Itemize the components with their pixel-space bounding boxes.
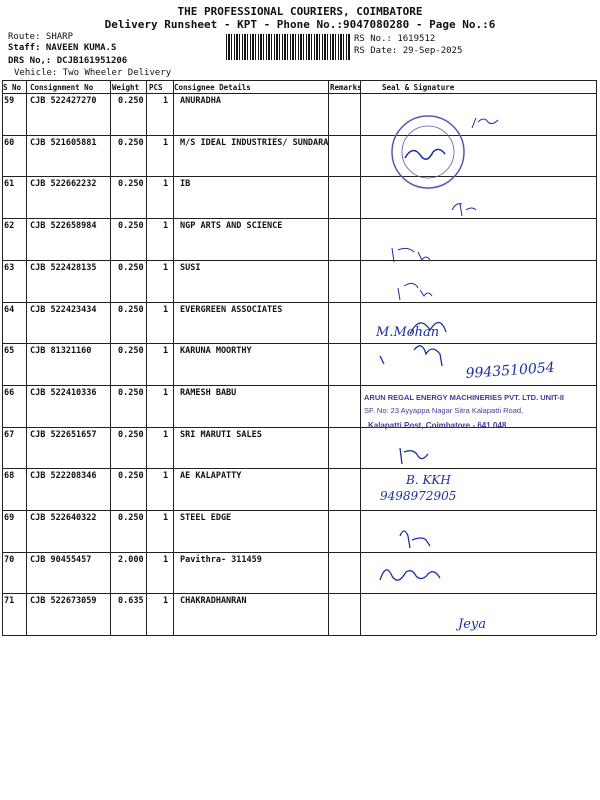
cell-details: NGP ARTS AND SCIENCE bbox=[180, 221, 283, 231]
cell-cons: CJB 522410336 bbox=[30, 388, 97, 398]
route-label: Route: SHARP bbox=[8, 32, 74, 42]
signature-row71: Jeya bbox=[458, 617, 486, 632]
cell-cons: CJB 522640322 bbox=[30, 513, 97, 523]
vehicle-label: Vehicle: Two Wheeler Delivery bbox=[14, 68, 172, 78]
signature-row68: B. KKH bbox=[406, 473, 451, 487]
cell-sno: 67 bbox=[4, 430, 15, 440]
cell-sno: 68 bbox=[4, 471, 15, 481]
signature-row64: M.Mohan bbox=[376, 325, 440, 340]
cell-sno: 61 bbox=[4, 179, 15, 189]
cell-pcs: 1 bbox=[163, 471, 169, 481]
cell-pcs: 1 bbox=[163, 263, 169, 273]
seal-stamp bbox=[392, 116, 464, 188]
cell-pcs: 1 bbox=[163, 596, 169, 606]
phone-row68: 9498972905 bbox=[380, 489, 457, 503]
cell-sno: 59 bbox=[4, 96, 15, 106]
stamp-line2: SF. No: 23 Ayyappa Nagar Sitra Kalapatti Road, bbox=[364, 406, 524, 415]
cell-cons: CJB 522423434 bbox=[30, 305, 97, 315]
cell-cons: CJB 521605881 bbox=[30, 138, 97, 148]
rs-date: RS Date: 29-Sep-2025 bbox=[354, 46, 463, 56]
cell-cons: CJB 522673059 bbox=[30, 596, 97, 606]
cell-pcs: 1 bbox=[163, 388, 169, 398]
phone-row65: 9943510054 bbox=[465, 359, 556, 382]
cell-pcs: 1 bbox=[163, 555, 169, 565]
stamp-line3: Kalapatti Post, Coimbatore - 641 048 bbox=[368, 421, 507, 430]
cell-pcs: 1 bbox=[163, 221, 169, 231]
cell-details: RAMESH BABU bbox=[180, 388, 237, 398]
cell-cons: CJB 90455457 bbox=[30, 555, 92, 565]
cell-details: ANURADHA bbox=[180, 96, 221, 106]
column-header-remarks: Remarks bbox=[330, 83, 362, 92]
company-stamp bbox=[364, 393, 564, 430]
cell-pcs: 1 bbox=[163, 179, 169, 189]
cell-weight: 0.250 bbox=[118, 471, 144, 481]
cell-pcs: 1 bbox=[163, 430, 169, 440]
column-header-pcs: PCS bbox=[149, 83, 163, 92]
staff-label: Staff: NAVEEN KUMA.S bbox=[8, 43, 117, 53]
cell-pcs: 1 bbox=[163, 346, 169, 356]
cell-pcs: 1 bbox=[163, 305, 169, 315]
cell-weight: 0.250 bbox=[118, 179, 144, 189]
column-header-weight: Weight bbox=[112, 83, 140, 92]
cell-weight: 2.000 bbox=[118, 555, 144, 565]
cell-details: SRI MARUTI SALES bbox=[180, 430, 262, 440]
cell-weight: 0.250 bbox=[118, 388, 144, 398]
cell-sno: 63 bbox=[4, 263, 15, 273]
cell-cons: CJB 522427270 bbox=[30, 96, 97, 106]
cell-weight: 0.250 bbox=[118, 96, 144, 106]
column-header-consignee: Consignee Details bbox=[174, 83, 251, 92]
cell-cons: CJB 81321160 bbox=[30, 346, 92, 356]
column-header-signature: Seal & Signature bbox=[382, 83, 455, 92]
cell-weight: 0.250 bbox=[118, 430, 144, 440]
cell-cons: CJB 522428135 bbox=[30, 263, 97, 273]
document-title: THE PROFESSIONAL COURIERS, COIMBATORE bbox=[177, 5, 423, 18]
cell-sno: 62 bbox=[4, 221, 15, 231]
cell-sno: 70 bbox=[4, 555, 15, 565]
drs-number: DRS No,: DCJB161951206 bbox=[8, 56, 128, 66]
cell-details: STEEL EDGE bbox=[180, 513, 232, 523]
cell-pcs: 1 bbox=[163, 138, 169, 148]
cell-cons: CJB 522208346 bbox=[30, 471, 97, 481]
cell-details: M/S IDEAL INDUSTRIES/ SUNDARA bbox=[180, 138, 329, 148]
cell-weight: 0.250 bbox=[118, 263, 144, 273]
cell-sno: 60 bbox=[4, 138, 15, 148]
cell-details: IB bbox=[180, 179, 191, 189]
stamp-line1: ARUN REGAL ENERGY MACHINERIES PVT. LTD. UNIT-II bbox=[364, 393, 565, 402]
cell-weight: 0.250 bbox=[118, 346, 144, 356]
cell-sno: 71 bbox=[4, 596, 15, 606]
column-header-consignment: Consignment No bbox=[30, 83, 94, 92]
column-header-sno: S No bbox=[3, 83, 22, 92]
cell-weight: 0.250 bbox=[118, 513, 144, 523]
cell-cons: CJB 522662232 bbox=[30, 179, 97, 189]
cell-details: SUSI bbox=[180, 263, 201, 273]
cell-pcs: 1 bbox=[163, 96, 169, 106]
cell-weight: 0.250 bbox=[118, 138, 144, 148]
cell-weight: 0.635 bbox=[118, 596, 144, 606]
cell-weight: 0.250 bbox=[118, 305, 144, 315]
cell-sno: 65 bbox=[4, 346, 15, 356]
cell-cons: CJB 522651657 bbox=[30, 430, 97, 440]
cell-pcs: 1 bbox=[163, 513, 169, 523]
signature-mark bbox=[472, 118, 498, 128]
rs-number: RS No.: 1619512 bbox=[354, 34, 436, 44]
cell-details: KARUNA MOORTHY bbox=[180, 346, 252, 356]
cell-details: EVERGREEN ASSOCIATES bbox=[180, 305, 283, 315]
cell-details: AE KALAPATTY bbox=[180, 471, 242, 481]
cell-cons: CJB 522658984 bbox=[30, 221, 97, 231]
cell-sno: 69 bbox=[4, 513, 15, 523]
document-subtitle: Delivery Runsheet - KPT - Phone No.:9047080280 - Page No.:6 bbox=[104, 18, 496, 31]
cell-details: CHAKRADHANRAN bbox=[180, 596, 247, 606]
cell-sno: 64 bbox=[4, 305, 15, 315]
cell-weight: 0.250 bbox=[118, 221, 144, 231]
cell-details: Pavithra- 311459 bbox=[180, 555, 262, 565]
cell-sno: 66 bbox=[4, 388, 15, 398]
